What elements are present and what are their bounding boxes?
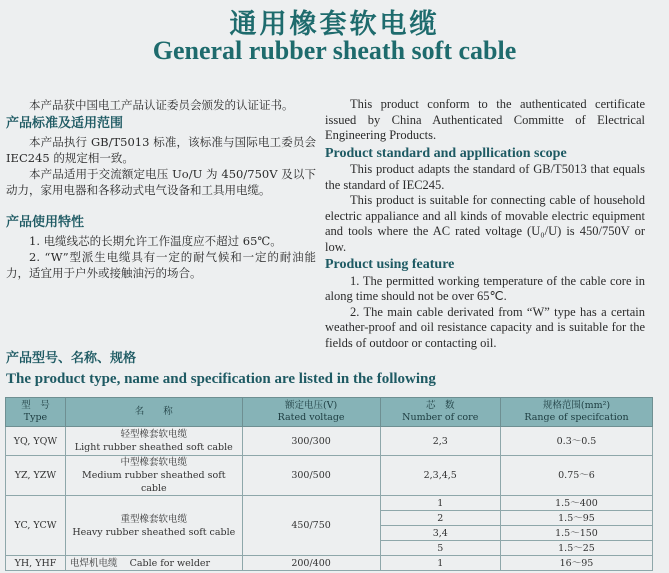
cell-voltage: 200/400 <box>242 556 380 571</box>
cell-name <box>65 427 242 456</box>
scope-para1-cn: 本产品执行 GB/T5013 标准，该标准与国际电工委员会 IEC245 的规定相一致。 <box>6 135 316 165</box>
table-header-row <box>6 398 653 427</box>
heading-scope-cn: 产品标准及适用范围 <box>6 116 124 131</box>
col-header-type <box>6 398 66 427</box>
left-column-chinese <box>6 97 316 281</box>
cell-name <box>65 496 242 556</box>
col-header-range-cn: 规格范围(mm²) <box>542 400 611 411</box>
cell-voltage: 450/750 <box>242 496 380 556</box>
cell-voltage: 300/300 <box>242 427 380 456</box>
cell-name <box>65 456 242 496</box>
cell-name-en: Cable for welder <box>129 557 211 569</box>
cell-cores: 2 <box>380 511 500 526</box>
spec-table <box>5 397 653 571</box>
cell-range: 1.5～400 <box>500 496 652 511</box>
cell-type: YQ, YQW <box>6 427 66 456</box>
section-title-cn: 产品型号、名称、规格 <box>6 351 137 366</box>
section-title-en: The product type, name and specification are listed in the following <box>6 371 436 387</box>
col-header-cores <box>380 398 500 427</box>
col-header-range <box>500 398 652 427</box>
col-header-range-en: Range of specifcation <box>524 412 629 423</box>
col-header-type-en: Type <box>23 412 48 423</box>
cell-type: YZ, YZW <box>6 456 66 496</box>
cell-name-cn: 轻型橡套软电缆 <box>120 429 188 440</box>
cell-name-cn: 电焊机电缆 <box>69 557 118 569</box>
cell-name-en: Heavy rubber sheathed soft cable <box>72 526 236 538</box>
col-header-cores-en: Number of core <box>402 412 479 423</box>
heading-feature-en: Product using feature <box>325 257 455 272</box>
cell-cores: 5 <box>380 541 500 556</box>
feature-1-cn: 1. 电缆线芯的长期允许工作温度应不超过 65℃。 <box>29 234 282 248</box>
feature-1-en: 1. The permitted working temperature of the cable core in along time should not be over 65℃. <box>325 273 645 303</box>
intro-en: This product conform to the authenticated certificate issued by China Authenticated Committe of Electrical Engineering Products. <box>325 97 645 142</box>
cell-name-en: Light rubber sheathed soft cable <box>74 442 233 453</box>
right-column-english <box>325 97 645 351</box>
intro-cn: 本产品获中国电工产品认证委员会颁发的认证证书。 <box>29 98 294 112</box>
cell-cores: 1 <box>380 556 500 571</box>
cell-name-cn: 中型橡套软电缆 <box>120 457 188 468</box>
table-row <box>6 556 653 571</box>
cell-cores: 1 <box>380 496 500 511</box>
scope-para2-en: This product is suitable for connecting cable of household electric appaliance and all kinds of movable electric equipment and tools where the AC rated voltage (U₀/U) is 450/750V or low. <box>325 193 645 254</box>
col-header-name <box>65 398 242 427</box>
cell-range: 1.5～150 <box>500 526 652 541</box>
title-chinese: 通用橡套软电缆 <box>229 9 440 40</box>
heading-scope-en: Product standard and appllication scope <box>325 145 567 161</box>
table-row <box>6 456 653 496</box>
cell-voltage: 300/500 <box>242 456 380 496</box>
col-header-cores-cn: 芯 数 <box>425 400 455 411</box>
col-header-type-cn: 型 号 <box>21 400 50 411</box>
cell-range: 1.5～25 <box>500 541 652 556</box>
cell-range: 0.75～6 <box>500 456 652 496</box>
feature-2-cn: 2. “W”型派生电缆具有一定的耐气候和一定的耐油能力，适宜用于户外或接触油污的场合。 <box>6 250 316 280</box>
cell-range: 16～95 <box>500 556 652 571</box>
cell-type: YC, YCW <box>6 496 66 556</box>
col-header-voltage-en: Rated voltage <box>277 412 345 423</box>
cell-cores: 2,3,4,5 <box>380 456 500 496</box>
cell-type: YH, YHF <box>6 556 66 571</box>
scope-para1-en: This product adapts the standard of GB/T5013 that equals the standard of IEC245. <box>325 162 645 192</box>
table-row <box>6 427 653 456</box>
cell-name-cn: 重型橡套软电缆 <box>120 513 188 525</box>
col-header-voltage <box>242 398 380 427</box>
feature-2-en: 2. The main cable derivated from “W” type has a certain weather-proof and oil resistance capacity and is suitable for the fields of outdoor or contacting oil. <box>325 304 645 350</box>
cell-cores: 2,3 <box>380 427 500 456</box>
cell-range: 1.5～95 <box>500 511 652 526</box>
table-row <box>6 496 653 511</box>
col-header-name-cn: 名 称 <box>134 406 173 417</box>
cell-range: 0.3～0.5 <box>500 427 652 456</box>
spacer <box>6 198 316 212</box>
scope-para2-cn: 本产品适用于交流额定电压 Uo/U 为 450/750V 及以下动力，家用电器和各移动式电气设备和工具用电缆。 <box>6 167 316 197</box>
cell-cores: 3,4 <box>380 526 500 541</box>
cell-name-en: Medium rubber sheathed soft cable <box>82 470 226 494</box>
heading-feature-cn: 产品使用特性 <box>6 215 85 230</box>
title-english: General rubber sheath soft cable <box>152 36 517 65</box>
cell-name <box>65 556 242 571</box>
col-header-voltage-cn: 额定电压(V) <box>284 400 338 411</box>
